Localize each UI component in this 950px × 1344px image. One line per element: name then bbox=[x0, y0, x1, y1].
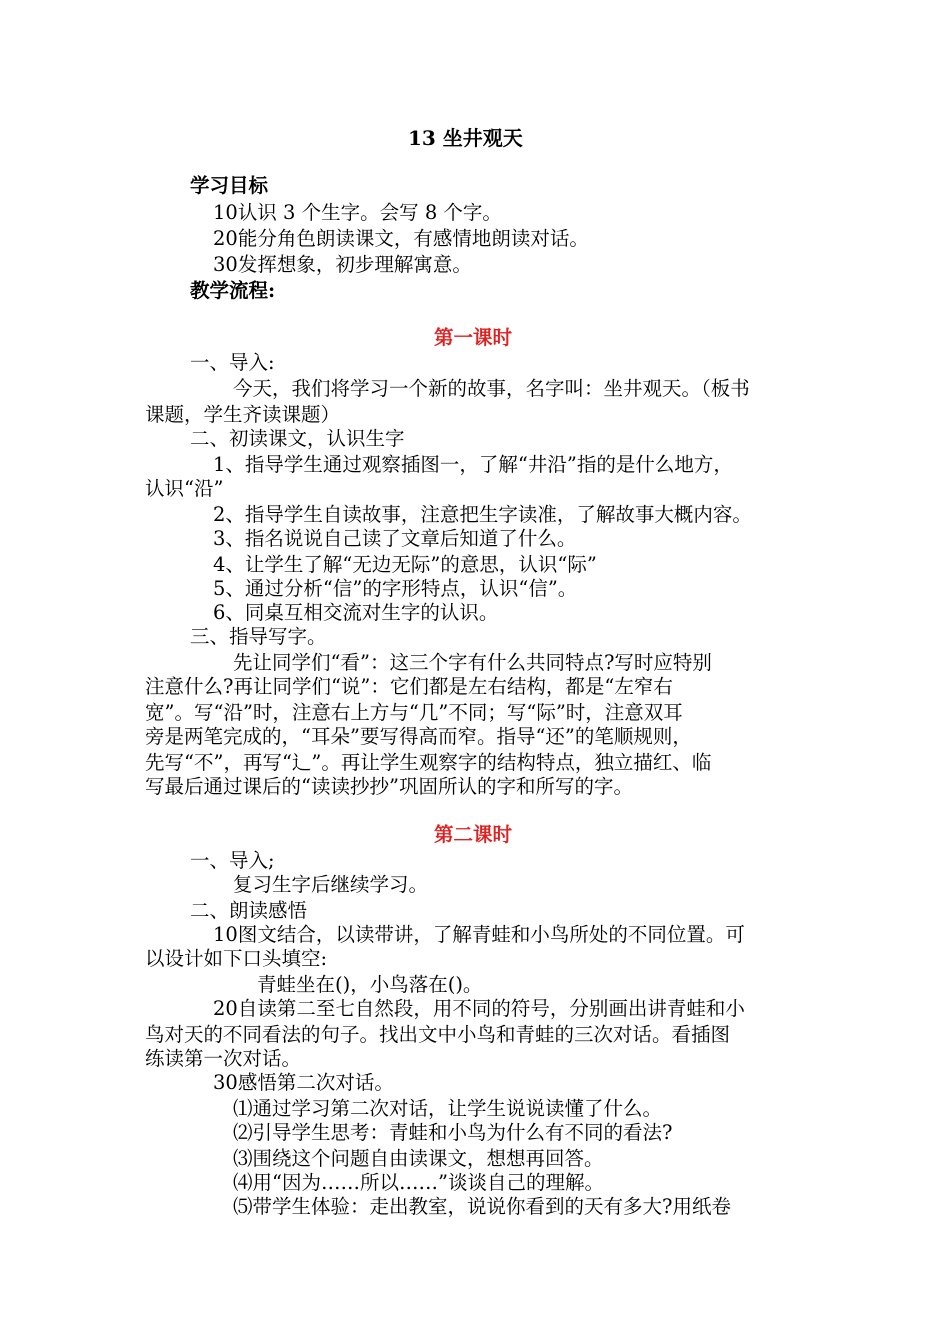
lesson1-line: 二、初读课文，认识生字 bbox=[190, 427, 405, 450]
lesson2-line: ⑶围绕这个问题自由读课文，想想再回答。 bbox=[233, 1147, 604, 1170]
lesson2-line: 练读第一次对话。 bbox=[145, 1047, 302, 1070]
lesson2-line: 鸟对天的不同看法的句子。找出文中小鸟和青蛙的三次对话。看插图 bbox=[145, 1023, 731, 1046]
lesson1-line: 2、指导学生自读故事，注意把生字读准，了解故事大概内容。 bbox=[213, 503, 752, 526]
page-title: 13 坐井观天 bbox=[408, 126, 523, 150]
lesson2-line: 复习生字后继续学习。 bbox=[233, 873, 429, 896]
lesson1-line: 写最后通过课后的“读读抄抄”巩固所认的字和所写的字。 bbox=[145, 775, 633, 798]
lesson2-line: ⑸带学生体验：走出教室，说说你看到的天有多大?用纸卷 bbox=[233, 1195, 731, 1218]
lesson1-line: 3、指名说说自己读了文章后知道了什么。 bbox=[213, 527, 577, 550]
lesson1-line: 认识“沿” bbox=[145, 477, 224, 500]
lesson1-line: 宽”。写“沿”时，注意右上方与“几”不同；写“际”时，注意双耳 bbox=[145, 701, 683, 724]
lesson1-line: 先写“不”，再写“辶”。再让学生观察字的结构特点，独立描红、临 bbox=[145, 751, 712, 774]
lesson2-line: ⑵引导学生思考：青蛙和小鸟为什么有不同的看法? bbox=[233, 1121, 673, 1144]
process-heading: 教学流程: bbox=[190, 279, 276, 302]
lesson2-line: ⑴通过学习第二次对话，让学生说说读懂了什么。 bbox=[233, 1097, 663, 1120]
lesson2-line: ⑷用“因为……所以……”谈谈自己的理解。 bbox=[233, 1171, 604, 1194]
lesson1-line: 课题，学生齐读课题） bbox=[145, 403, 341, 426]
lesson1-line: 三、指导写字。 bbox=[190, 625, 327, 648]
lesson1-line: 先让同学们“看”：这三个字有什么共同特点?写时应特别 bbox=[233, 651, 712, 674]
lesson1-line: 今天，我们将学习一个新的故事，名字叫：坐井观天。（板书 bbox=[233, 377, 750, 400]
lesson2-line: 以设计如下口头填空: bbox=[145, 947, 328, 970]
lesson2-line: 30感悟第二次对话。 bbox=[213, 1071, 394, 1094]
lesson1-line: 4、让学生了解“无边无际”的意思，认识“际” bbox=[213, 553, 597, 576]
lesson2-line: 二、朗读感悟 bbox=[190, 899, 308, 922]
objectives-heading: 学习目标 bbox=[190, 174, 269, 197]
lesson2-line: 10图文结合，以读带讲，了解青蛙和小鸟所处的不同位置。可 bbox=[213, 923, 745, 946]
lesson1-line: 旁是两笔完成的，“耳朵”要写得高而窄。指导“还”的笔顺规则， bbox=[145, 725, 692, 748]
lesson1-line: 6、同桌互相交流对生字的认识。 bbox=[213, 601, 499, 624]
lesson2-line: 20自读第二至七自然段，用不同的符号，分别画出讲青蛙和小 bbox=[213, 997, 745, 1020]
objective-item: 20能分角色朗读课文，有感情地朗读对话。 bbox=[213, 227, 589, 250]
lesson1-line: 5、通过分析“信”的字形特点，认识“信”。 bbox=[213, 577, 578, 600]
lesson2-line: 一、导入; bbox=[190, 849, 275, 872]
objective-item: 30发挥想象，初步理解寓意。 bbox=[213, 253, 472, 276]
lesson2-heading: 第二课时 bbox=[434, 823, 513, 846]
lesson1-heading: 第一课时 bbox=[434, 326, 513, 349]
lesson1-line: 注意什么?再让同学们“说”：它们都是左右结构，都是“左窄右 bbox=[145, 675, 673, 698]
lesson1-line: 1、指导学生通过观察插图一，了解“井沿”指的是什么地方， bbox=[213, 453, 733, 476]
objective-item: 10认识 3 个生字。会写 8 个字。 bbox=[213, 201, 502, 224]
lesson1-line: 一、导入: bbox=[190, 351, 275, 374]
lesson2-line: 青蛙坐在()，小鸟落在()。 bbox=[257, 973, 483, 996]
